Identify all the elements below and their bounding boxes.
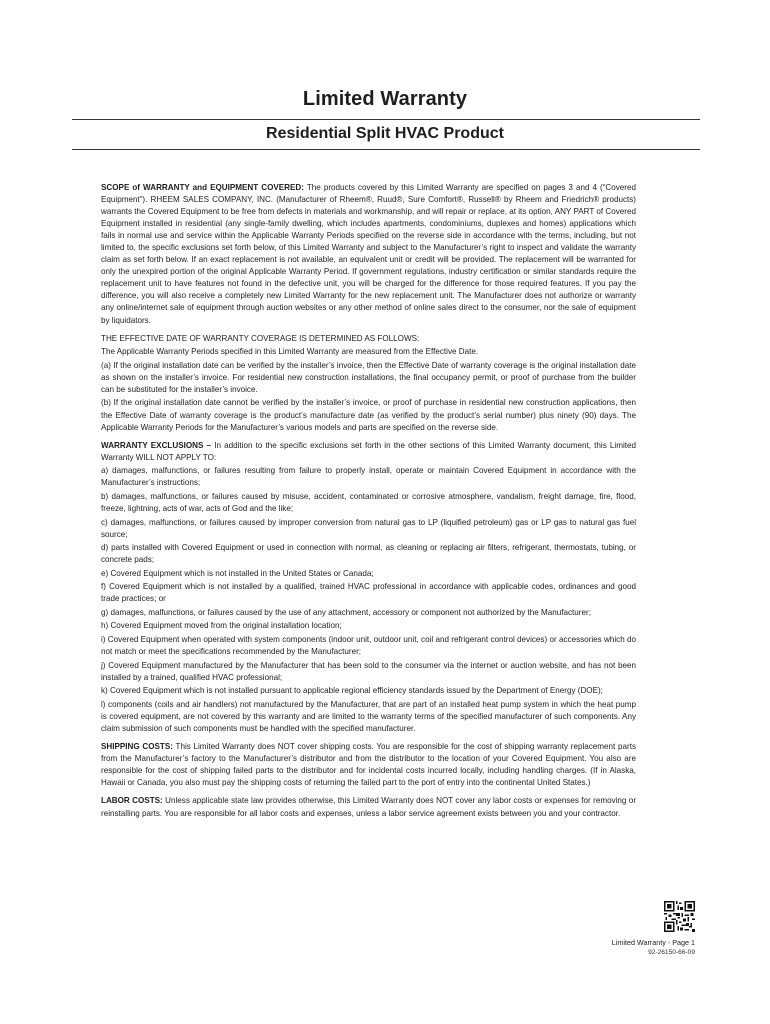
shipping-text: This Limited Warranty does NOT cover shipping costs. You are responsible for the cost of shipping warranty replacement parts from the Manufacturer’s factory to the Manufacturer’s distributor and from the distributor to the location of your Covered Equipment. You also are responsible for the cost of shipping failed parts to the distributor and for incidental costs incurred locally, including handling charges. (If in Alaska, Hawaii or Canada, you also must pay the shipping costs of returning the failed part to the port of entry into the continental United States.) <box>101 742 636 788</box>
shipping-heading: SHIPPING COSTS: <box>101 742 173 752</box>
exclusion-item: i) Covered Equipment when operated with system components (indoor unit, outdoor unit, coil and refrigerant control devices) or accessories which do not match or meet the specifications recommended by the Manufacturer; <box>101 635 636 657</box>
scope-text: The products covered by this Limited Warranty are specified on pages 3 and 4 (“Covered Equipment”). RHEEM SALES COMPANY, INC. (Manufacturer of Rheem®, Ruud®, Sure Comfort®, Russell® by Rheem and Friedrich® products) warrants the Covered Equipment to be free from defects in materials and workmanship, and will repair or replace, at its option, ANY PART of Covered Equipment installed in residential (any single-family dwelling, which includes apartments, condominiums, duplexes and homes) applications which fails in normal use and service within the Applicable Warranty Periods specified on the reverse side in accordance with the terms, including, but not limited to, the specific exclusions set forth below, of this Limited Warranty and subject to the Manufacturer’s right to inspect and validate the warranty claim as set forth below. If an exact replacement is not available, an equivalent unit or credit will be provided. The replacement will be warranted for only the unexpired portion of the original Applicable Warranty Period. If government regulations, industry certification or similar standards require the replacement unit to have features not found in the defective unit, you will be charged for the difference for those required features. If you pay the difference, you will also receive a completely new Limited Warranty for the new replacement unit. The Manufacturer does not authorize or warranty any online/internet sale of equipment through auction websites or any other method of online sales direct to the consumer, nor the sale of equipment by liquidators. <box>101 183 637 325</box>
page-title: Limited Warranty <box>302 88 468 110</box>
effective-a: (a) If the original installation date can be verified by the installer’s invoice, then the Effective Date of warranty coverage is the original installation date as shown on the installer’s invoice. For residential new construction installations, the final occupancy permit, or proof of purchase from the builder can be substituted for the installer’s invoice. <box>101 360 636 394</box>
exclusion-item: f) Covered Equipment which is not installed by a qualified, trained HVAC professional in accordance with applicable codes, ordinances and good trade practices; or <box>101 582 636 604</box>
footer-doc-number: 92-26150-66-09 <box>648 949 695 956</box>
scope-paragraph <box>101 182 636 327</box>
page-subtitle: Residential Split HVAC Product <box>266 125 504 142</box>
labor-paragraph <box>101 795 636 819</box>
exclusion-item: g) damages, malfunctions, or failures caused by the use of any attachment, accessory or component not authorized by the Manufacturer; <box>101 607 591 617</box>
qr-code-icon <box>664 901 695 932</box>
title-rule-top <box>72 119 700 120</box>
exclusion-item: a) damages, malfunctions, or failures resulting from failure to properly install, operate or maintain Covered Equipment in accordance with the Manufacturer’s instructions; <box>101 466 636 488</box>
exclusion-item: h) Covered Equipment moved from the original installation location; <box>101 621 342 631</box>
exclusion-item: k) Covered Equipment which is not installed pursuant to applicable regional efficiency standards issued by the Department of Energy (DOE); <box>101 686 603 696</box>
exclusion-item: b) damages, malfunctions, or failures caused by misuse, accident, contaminated or corrosive atmosphere, vandalism, freight damage, fire, flood, freeze, lightning, acts of war, acts of God and the like; <box>101 492 636 514</box>
exclusions-paragraph <box>101 440 636 464</box>
footer <box>612 938 695 958</box>
exclusion-item: l) components (coils and air handlers) not manufactured by the Manufacturer, that are part of an installed heat pump system in which the heat pump is covered equipment, are not covered by this warranty and are limited to the warranty terms of the specified manufacturer of such components. Any claim submission of such components must be handled with the specified manufacturer. <box>101 699 636 733</box>
labor-text: Unless applicable state law provides otherwise, this Limited Warranty does NOT cover any labor costs or expenses for removing or reinstalling parts. You are responsible for all labor costs and expenses, unless a labor service agreement exists between you and your contractor. <box>101 796 637 818</box>
exclusions-intro: In addition to the specific exclusions set forth in the other sections of this Limited Warranty document, this Limited Warranty WILL NOT APPLY TO: <box>101 440 636 462</box>
footer-page-label: Limited Warranty - Page 1 <box>611 938 695 947</box>
effective-heading: THE EFFECTIVE DATE OF WARRANTY COVERAGE IS DETERMINED AS FOLLOWS: <box>101 333 420 343</box>
title-rule-bottom <box>72 149 700 150</box>
exclusion-item: c) damages, malfunctions, or failures caused by improper conversion from natural gas to LP (liquified petroleum) gas or LP gas to natural gas fuel source; <box>101 517 636 539</box>
effective-intro: The Applicable Warranty Periods specified in this Limited Warranty are measured from the Effective Date. <box>101 347 479 357</box>
exclusions-heading: WARRANTY EXCLUSIONS – <box>101 440 212 450</box>
labor-heading: LABOR COSTS: <box>101 796 163 806</box>
exclusion-item: j) Covered Equipment manufactured by the Manufacturer that has been sold to the consumer via the internet or auction website, and has not been installed by a trained, qualified HVAC professional; <box>101 660 636 682</box>
effective-b: (b) If the original installation date cannot be verified by the installer’s invoice, or proof of purchase in residential new construction applications, then the Effective Date of warranty coverage is the product’s manufacture date (as verified by the product’s serial number) plus ninety (90) days. The Applicable Warranty Periods for the Manufacturer’s various models and parts are specified on the reverse side. <box>101 398 636 432</box>
scope-heading: SCOPE of WARRANTY and EQUIPMENT COVERED: <box>101 183 304 192</box>
exclusion-item: d) parts installed with Covered Equipment or used in connection with normal, as cleaning or replacing air filters, refrigerant, thermostats, tubing, or concrete pads; <box>101 543 636 565</box>
exclusion-item: e) Covered Equipment which is not installed in the United States or Canada; <box>101 568 374 578</box>
shipping-paragraph <box>101 741 636 789</box>
warranty-body <box>101 182 636 826</box>
